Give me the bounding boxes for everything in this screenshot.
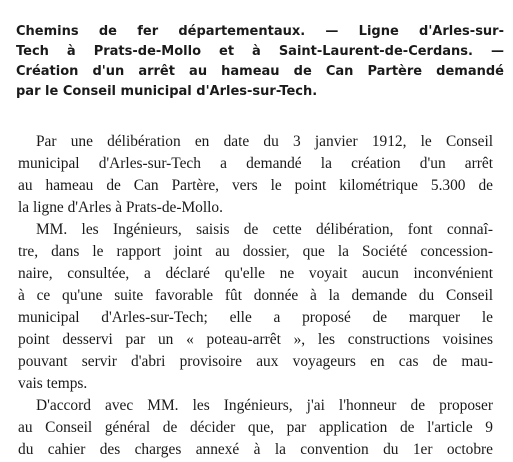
body-line-3: au hameau de Can Partère, vers le point kilométrique 5.300 de <box>18 177 493 194</box>
title-line-2: Tech à Prats-de-Mollo et à Saint-Laurent-de-Cerdans. — <box>16 44 504 59</box>
body-line-12: vais temps. <box>18 375 88 392</box>
body-line-1: Par une délibération en date du 3 janvier 1912, le Conseil <box>36 133 493 150</box>
body-line-10: point desservi par un « poteau-arrêt », les constructions voisines <box>18 331 493 348</box>
title-line-1: Chemins de fer départementaux. — Ligne d'Arles-sur- <box>16 24 504 39</box>
body-line-2: municipal d'Arles-sur-Tech a demandé la création d'un arrêt <box>18 155 493 172</box>
title-line-3: Création d'un arrêt au hameau de Can Partère demandé <box>16 64 504 79</box>
body-line-11: pouvant servir d'abri provisoire aux voyageurs en cas de mau- <box>18 353 493 370</box>
body-line-4: la ligne d'Arles à Prats-de-Mollo. <box>18 199 223 216</box>
body-line-15: du cahier des charges annexé à la convention du 1er octobre <box>18 441 493 458</box>
body-line-13: D'accord avec MM. les Ingénieurs, j'ai l'honneur de proposer <box>36 397 493 414</box>
body-line-5: MM. les Ingénieurs, saisis de cette délibération, font connaî- <box>36 221 493 238</box>
body-line-7: naire, consultée, a déclaré qu'elle ne voyait aucun inconvénient <box>18 265 493 282</box>
body-line-9: municipal d'Arles-sur-Tech; elle a proposé de marquer le <box>18 309 493 326</box>
body-line-8: à ce qu'une suite favorable fût donnée à la demande du Conseil <box>18 287 493 304</box>
title-line-4: par le Conseil municipal d'Arles-sur-Tech. <box>16 84 318 99</box>
body-line-6: tre, dans le rapport joint au dossier, que la Société concession- <box>18 243 493 260</box>
body-line-14: au Conseil général de décider que, par application de l'article 9 <box>18 419 493 436</box>
